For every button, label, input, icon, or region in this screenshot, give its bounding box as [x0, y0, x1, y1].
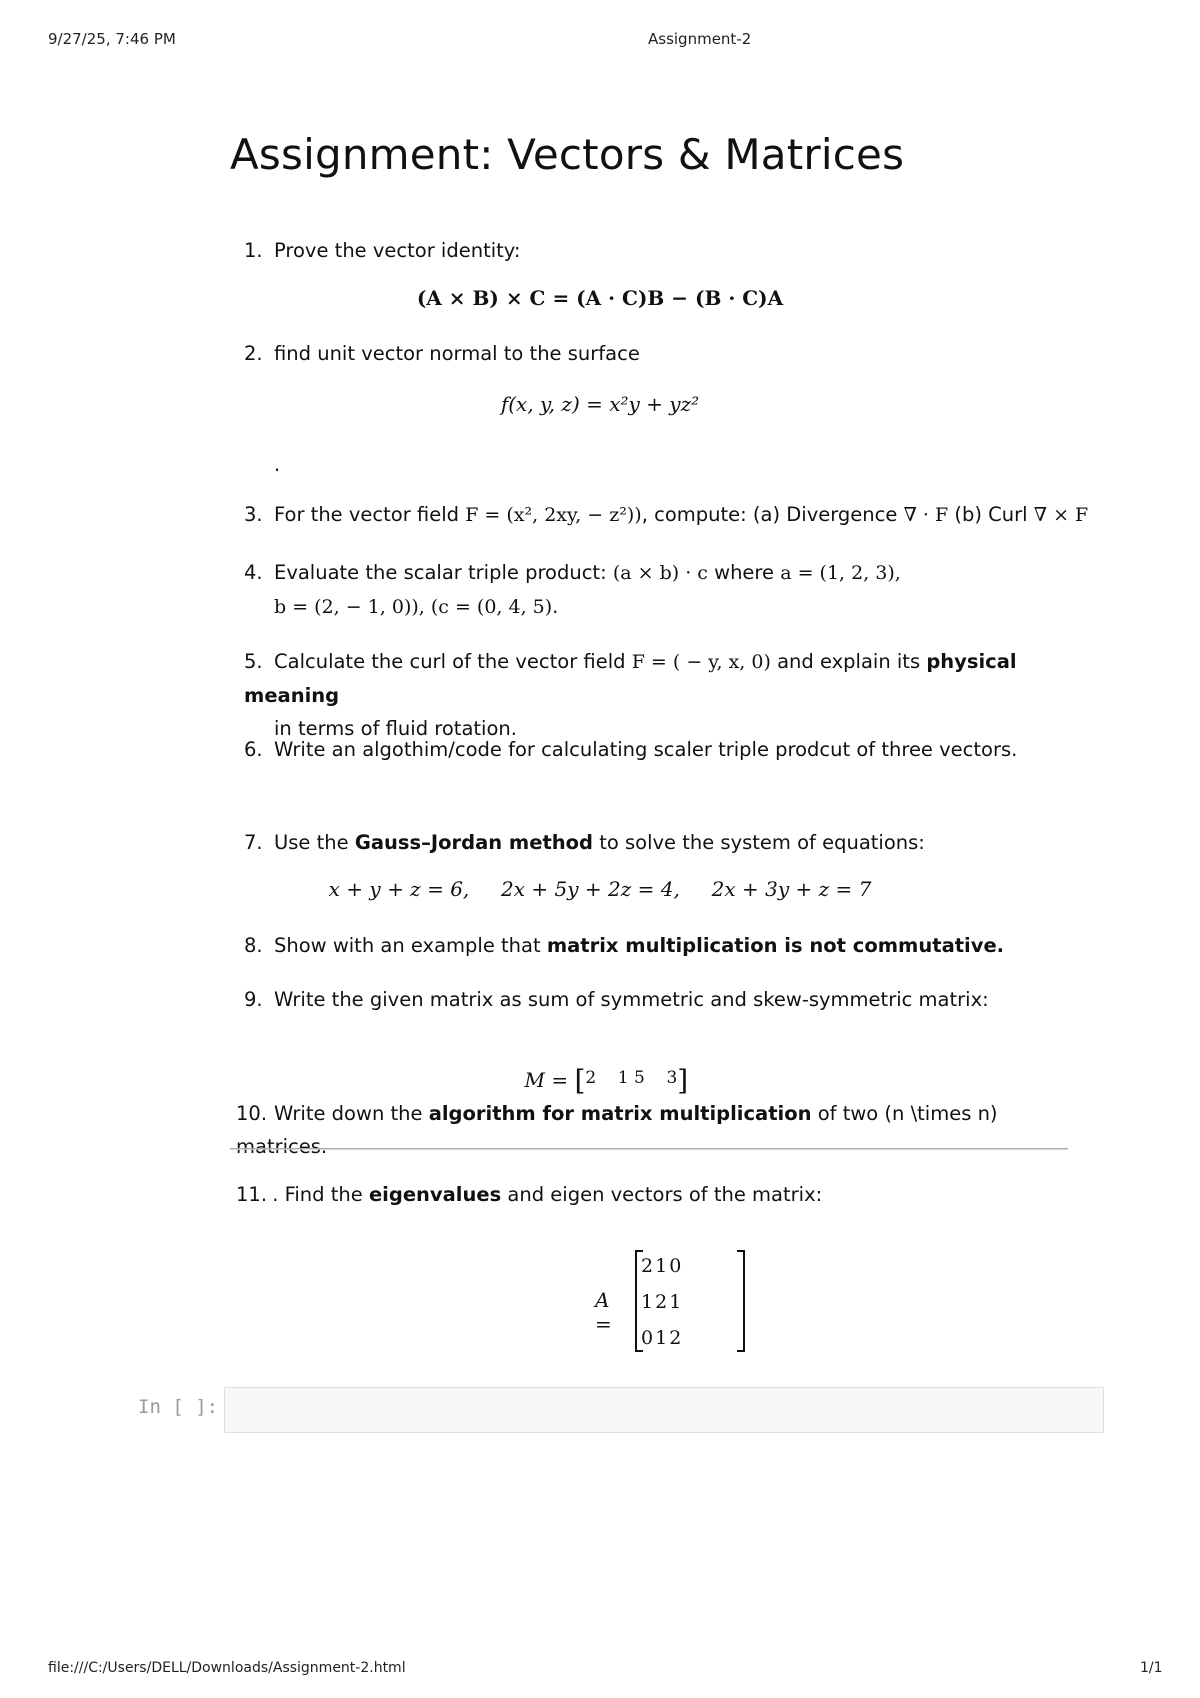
math-vectors-b-c: b = (2, − 1, 0)), (c = (0, 4, 5)	[274, 596, 553, 618]
question-text: (b) Curl	[948, 503, 1034, 526]
question-text: , compute: (a) Divergence	[641, 503, 904, 526]
question-text: Write the given matrix as sum of symmetric and skew-symmetric matrix:	[274, 988, 989, 1011]
bold-phrase: algorithm for matrix multiplication	[428, 1102, 812, 1125]
footer-path: file:///C:/Users/DELL/Downloads/Assignment-2.html	[48, 1660, 406, 1676]
question-text: in terms of fluid rotation.	[274, 717, 517, 740]
question-7	[244, 826, 1074, 859]
bracket-right	[737, 1250, 745, 1352]
question-text: where	[707, 561, 781, 584]
code-cell-input[interactable]	[224, 1387, 1104, 1433]
bracket-right: ]	[677, 1064, 689, 1097]
question-3	[244, 498, 1124, 532]
question-text: Evaluate the scalar triple product:	[274, 561, 613, 584]
equation-matrix-m	[0, 1040, 1200, 1097]
bold-phrase: eigenvalues	[368, 1183, 502, 1206]
question-text: Show with an example that	[274, 934, 547, 957]
equation-surface: f(x, y, z) = x²y + yz²	[500, 392, 700, 416]
question-number: 1.	[244, 239, 263, 262]
matrix-m-label: M =	[524, 1068, 569, 1092]
question-text: Calculate the curl of the vector field	[274, 650, 632, 673]
matrix-cell: 2	[655, 1291, 668, 1313]
question-text: to solve the system of equations:	[593, 831, 925, 854]
question-text: Write an algothim/code for calculating scaler triple prodcut of three vectors.	[274, 738, 1018, 761]
math-field-f: F = ( − y, x, 0)	[631, 651, 771, 673]
matrix-a-label: A =	[595, 1288, 612, 1336]
question-text: . Find the	[266, 1183, 369, 1206]
matrix-cell: 1	[669, 1291, 682, 1313]
matrix-cell: 0	[669, 1255, 682, 1277]
bracket-left: [	[574, 1064, 586, 1097]
matrix-cell: 1	[655, 1327, 668, 1349]
question-4	[244, 556, 1074, 624]
page-title: Assignment: Vectors & Matrices	[230, 130, 905, 179]
matrix-cell: 0	[641, 1327, 654, 1349]
question-10	[236, 1097, 1066, 1163]
question-5	[244, 645, 1104, 745]
matrix-cell: 2	[641, 1255, 654, 1277]
question-number: 3.	[244, 503, 263, 526]
question-number: 11.	[236, 1183, 268, 1206]
question-text: and eigen vectors of the matrix:	[501, 1183, 823, 1206]
question-text: Use the	[274, 831, 355, 854]
math-triple-product: (a × b) · c	[612, 562, 708, 584]
header-doc-title: Assignment-2	[648, 30, 752, 48]
question-number: 2.	[244, 342, 263, 365]
equation-vector-identity: (A × B) × C = (A · C)B − (B · C)A	[416, 286, 784, 310]
math-curl: ∇ × F	[1033, 504, 1089, 526]
equation-system: x + y + z = 6, 2x + 5y + 2z = 4, 2x + 3y + z = 7	[328, 877, 872, 901]
matrix-m-values: 2 1 5 3	[585, 1068, 678, 1088]
math-vector-a: a = (1, 2, 3),	[780, 562, 901, 584]
question-number: 4.	[244, 561, 263, 584]
math-vector-field: F = (x², 2xy, − z²))	[465, 504, 642, 526]
matrix-row	[640, 1248, 682, 1284]
matrix-cell: 1	[641, 1291, 654, 1313]
question-9	[244, 983, 1074, 1016]
question-number: 5.	[244, 650, 263, 673]
footer-page-number: 1/1	[1140, 1660, 1163, 1676]
question-text: .	[552, 595, 559, 618]
question-text: Write down the	[274, 1102, 429, 1125]
question-6	[244, 733, 1074, 766]
question-number: 9.	[244, 988, 263, 1011]
question-number: 6.	[244, 738, 263, 761]
question-text: and explain its	[770, 650, 927, 673]
question-number: 8.	[244, 934, 263, 957]
header-datetime: 9/27/25, 7:46 PM	[48, 30, 176, 48]
question-8	[244, 929, 1074, 962]
question-2	[244, 337, 1074, 370]
question-number: 7.	[244, 831, 263, 854]
question-number: 10.	[236, 1102, 268, 1125]
bold-phrase: Gauss–Jordan method	[354, 831, 593, 854]
horizontal-rule	[230, 1148, 1068, 1149]
math-divergence: ∇ · F	[903, 504, 949, 526]
question-text: For the vector field	[274, 503, 466, 526]
matrix-row	[640, 1284, 682, 1320]
matrix-row	[640, 1320, 682, 1356]
question-1	[244, 234, 1074, 267]
matrix-a-grid	[640, 1248, 682, 1356]
question-text: find unit vector normal to the surface	[274, 342, 640, 365]
question-text: of two (n \times n) matrices.	[236, 1102, 998, 1158]
question-text: Prove the vector identity:	[274, 239, 521, 262]
bold-phrase: matrix multiplication is not commutative.	[546, 934, 1005, 957]
bold-phrase: physical meaning	[244, 650, 1017, 707]
period-mark: .	[274, 453, 281, 476]
question-11	[236, 1178, 1066, 1211]
matrix-cell: 1	[655, 1255, 668, 1277]
cell-prompt: In [ ]:	[138, 1396, 219, 1418]
matrix-cell: 2	[669, 1327, 682, 1349]
